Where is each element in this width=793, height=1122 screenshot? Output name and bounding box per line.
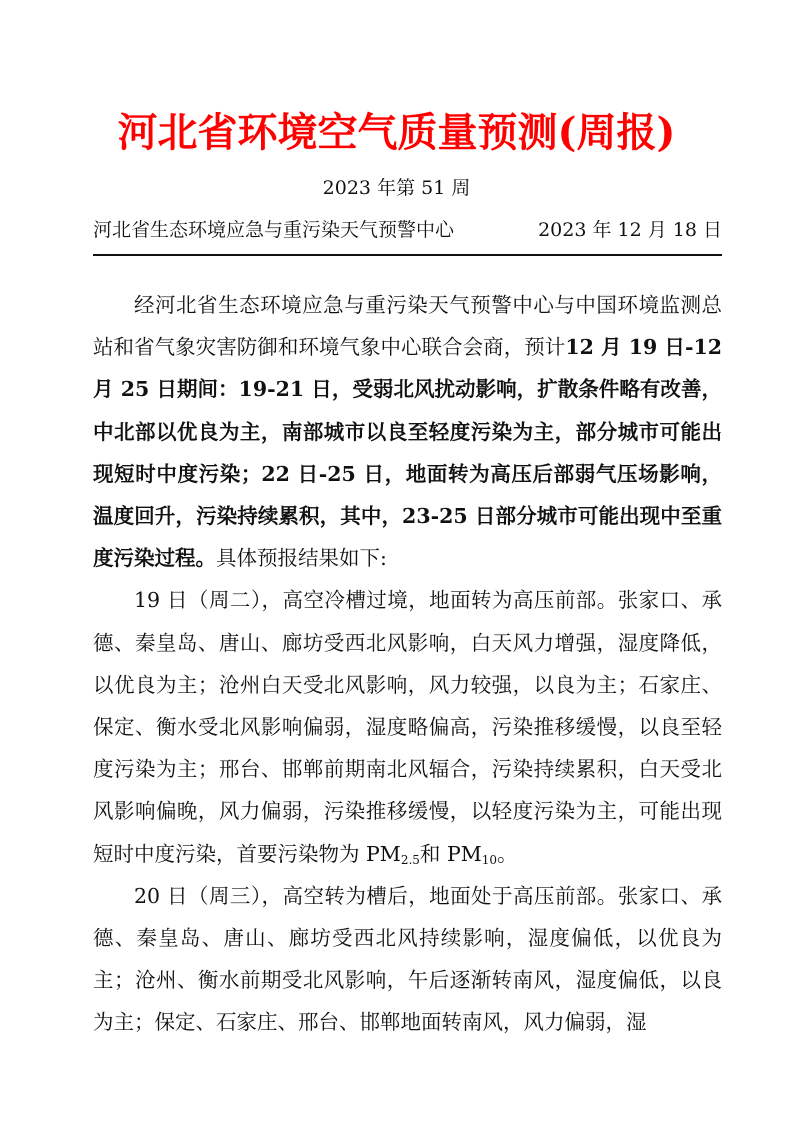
intro-bold-summary: 12 月 19 日-12 月 25 日期间：19-21 日，受弱北风扰动影响，扩散条件略有改善，中北部以优良为主，南部城市以良至轻度污染为主，部分城市可能出现短时中度污染；22 日-25 日，地面转为高压后部弱气压场影响，温度回升，污染持续累积，其中，23-25 日部分城市可能出现中至重度污染过程。 (93, 335, 722, 571)
report-body (93, 284, 722, 1044)
intro-normal-text: 经河北省生态环境应急与重污染天气预警中心与中国环境监测总站和省气象灾害防御和环境气象中心联合会商，预计 (93, 293, 722, 360)
and-word: 和 (419, 841, 447, 866)
pm25-label (366, 842, 420, 866)
day19-end: 。 (497, 841, 518, 866)
issue-date: 2023 年 12 月 18 日 (538, 219, 722, 241)
day19-text: 19 日（周二），高空冷槽过境，地面转为高压前部。张家口、承德、秦皇岛、唐山、廊坊受西北风影响，白天风力增强，湿度降低，以优良为主；沧州白天受北风影响，风力较强，以良为主；石家庄、保定、衡水受北风影响偏弱，湿度略偏高，污染推移缓慢，以良至轻度污染为主；邢台、邯郸前期南北风辐合，污染持续累积，白天受北风影响偏晚，风力偏弱，污染推移缓慢，以轻度污染为主，可能出现短时中度污染，首要污染物为 (93, 588, 722, 866)
issuer-name: 河北省生态环境应急与重污染天气预警中心 (93, 219, 455, 241)
pm10-label (447, 842, 497, 866)
issuer-line (93, 217, 722, 243)
report-title: 河北省环境空气质量预测(周报) (117, 109, 676, 156)
issue-number: 2023 年第 51 周 (322, 177, 471, 199)
intro-tail-text: 具体预报结果如下: (216, 546, 387, 571)
header-divider (93, 254, 722, 256)
pm25-base: PM (366, 841, 401, 866)
day19-paragraph (93, 579, 722, 874)
intro-paragraph (93, 284, 722, 579)
pm25-subscript: 2.5 (400, 852, 420, 867)
day20-paragraph: 20 日（周三），高空转为槽后，地面处于高压前部。张家口、承德、秦皇岛、唐山、廊坊受西北风持续影响，湿度偏低，以优良为主；沧州、衡水前期受北风影响，午后逐渐转南风，湿度偏低，以良为主；保定、石家庄、邢台、邯郸地面转南风，风力偏弱，湿 (93, 883, 722, 1035)
pm10-base: PM (446, 841, 482, 866)
pm10-subscript: 10 (481, 852, 498, 867)
